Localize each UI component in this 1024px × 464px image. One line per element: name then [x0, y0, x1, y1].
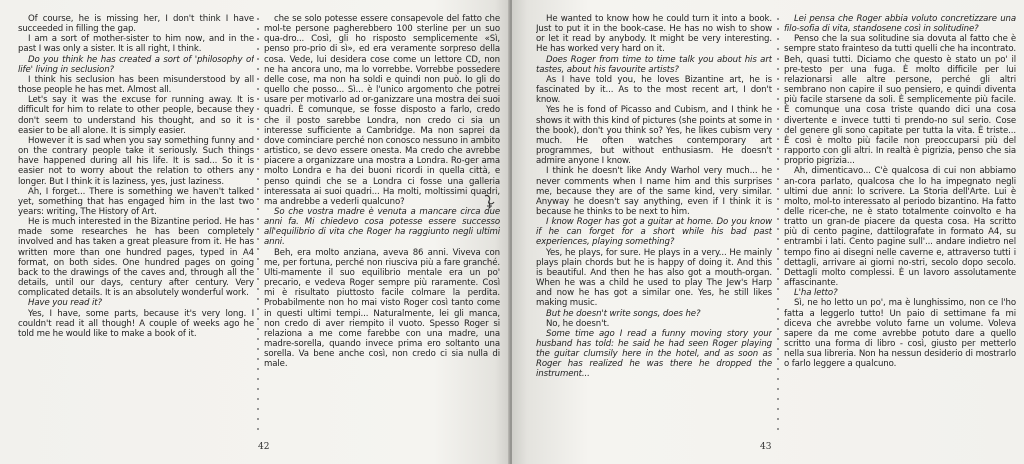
left-english-column: [18, 14, 254, 438]
left-page: [0, 0, 510, 464]
paragraph: Yes he is fond of Picasso and Cubism, and I think he shows it with this kind of pictures (she points at some in the book), don't you think so? Yes, he likes cubism very much. He often watches contemporary art programmes, but without enthusiasm. He doesn't admire anyone I know.: [536, 105, 772, 167]
paragraph: Beh, era molto anziana, aveva 86 anni. Viveva con me, per fortuna, perché non riusciva più a fare granché. Ulti-mamente il suo equilibrio mentale era un po' precario, e vedeva Roger sempre più raramente. Così mi è risultato piuttosto facile colmare la perdita. Probabilmente non ho mai visto Roger così tanto come in questi ultimi tempi... Naturalmente, lei gli manca, non credo di aver riempito il vuoto. Spesso Roger si relaziona a me come farebbe con una madre, una madre-sorella, quando invece prima ero soltanto una sorella. Va bene anche così, non credo ci sia nulla di male.: [264, 247, 500, 370]
column-separator: [777, 14, 779, 434]
interview-question: So che vostra madre è venuta a mancare circa due anni fa. Mi chiedevo cosa potesse essere successo all'equilibrio di vita che Roger ha raggiunto negli ultimi anni.: [264, 206, 500, 248]
paragraph: He wanted to know how he could turn it into a book. Just to put it in the book-case. He has no wish to show or let it read by anybody. It might be very interesting. He has worked very hard on it.: [536, 14, 772, 55]
right-italian-column: [784, 14, 1016, 438]
interview-question: I know Roger has got a guitar at home. Do you know if he can forget for a short while his bad past experiences, playing something?: [536, 217, 772, 248]
paragraph: Of course, he is missing her, I don't think I have succeeded in filling the gap.: [18, 14, 254, 35]
interview-question: But he doesn't write songs, does he?: [546, 308, 701, 319]
paragraph: I am a sort of mother-sister to him now, and in the past I was only a sister. It is all right, I think.: [18, 34, 254, 55]
paragraph: Penso che la sua solitudine sia dovuta al fatto che è sempre stato frainteso da tutti quelli che ha incontrato. Beh, quasi tutti. Diciamo che questo è stato un po' il pre-testo per una fuga. È molto difficile per lui relazionarsi alle altre persone, perché gli altri sembrano non capire il suo pensiero, e quindi diventa più facile starsene da soli. È semplicemente più facile. È comunque una cosa triste quando dici una cosa divertente e invece tutti ti prendo-no sul serio. Cose del genere gli sono capitate per tutta la vita. È triste... È così è molto più facile non preoccuparsi più del rapporto con gli altri. In realtà è pigrizia, penso che sia proprio pigrizia...: [784, 34, 1016, 167]
paragraph: che se solo potesse essere consapevole del fatto che mol-te persone pagherebbero 100 sterline per un suo qua-dro... Così, gli ho risposto semplicemente «Sì, penso pro-prio di sì», ed era veramente sorpreso della cosa. Vede, lui desidera cose come un lettore CD, non ne ha ancora uno, ma lo vorrebbe. Vorrebbe possedere delle cose, ma non ha soldi e quindi non può. Io gli do quello che posso... Sì... è l'unico argomento che potrei usare per motivarlo ad or-ganizzare una mostra dei suoi quadri. È comunque, se fosse disposto a farlo, credo che il posto sarebbe Londra, non credo ci sia un interesse sufficiente a Cambridge. Ma non saprei da dove cominciare perché non conosco nessuno in ambito artistico, se devo essere onesta. Ma credo che avrebbe piacere a organizzare una mostra a Londra. Ro-ger ama molto Londra e ha dei buoni ricordi in quella città, e penso quindi che se a Londra ci fosse una galleria interessata ai suoi quadri... Ha molti, moltissimi quadri, ma andrebbe a vederli qualcuno?: [264, 14, 500, 207]
paragraph: Ah, dimenticavo... C'è qualcosa di cui non abbiamo an-cora parlato, qualcosa che lo ha impegnato negli ultimi due anni: lo scrivere. La Storia dell'Arte. Lui è molto, mol-to interessato al periodo bizantino. Ha fatto delle ricer-che, ne è stato totalmente coinvolto e ha tratto un gran-de piacere da questa cosa. Ha scritto più di cento pagine, dattilografate in formato A4, su entrambi i lati. Cento pagine sull'... andare indietro nel tempo fino ai disegni nelle caverne e, attraverso tutti i dettagli, arrivare ai giorni no-stri, secolo dopo secolo. Dettagli molto complessi. È un lavoro assolutamente affascinante.: [784, 166, 1016, 289]
right-page: [512, 0, 1024, 464]
interview-question: L'ha letto?: [794, 288, 838, 299]
right-english-column: [536, 14, 772, 438]
left-italian-column: [264, 14, 500, 438]
page-number-left: 42: [258, 442, 270, 452]
pen-mark-annotation: [482, 192, 498, 210]
paragraph: I think he doesn't like Andy Warhol very much... he never comments when I name him and this surprises me, because they are of the same kind, very similar. Anyway he doesn't say anything, even if I think it is because he thinks to be next to him.: [536, 166, 772, 217]
interview-question: Have you read it?: [28, 298, 102, 309]
paragraph: Yes, I have, some parts, because it's very long. I couldn't read it all though! A couple of weeks ago he told me he would like to make a book of it.: [18, 308, 254, 339]
paragraph: Yes, he plays, for sure. He plays in a very... He mainly plays plain chords but he is happy of doing it. And this is beautiful. And then he has also got a mouth-organ. When he was a child he used to play The Jew's Harp and now he has got a similar one. Yes, he still likes making music.: [536, 247, 772, 309]
interview-question: Lei pensa che Roger abbia voluto concretizzare una filo-sofia di vita, standosene così in solitudine?: [784, 14, 1016, 35]
interview-question: Some time ago I read a funny moving story your husband has told: he said he had seen Roger playing the guitar clumsily here in the hotel, and as soon as Roger has realized he was there he dropped the instrument...: [536, 328, 772, 380]
paragraph: He is much interested in the Bizantine period. He has made some researches he has been completely involved and has taken a great pleasure from it. He has written more than one hundred pages, typed in A4 format, on both sides. One hundred pages on going back to the drawings of the caves and, through all the details, until our days, century after century. Very complicated details. It is an absolutely wonderful work.: [18, 217, 254, 299]
paragraph: However it is sad when you say something funny and on the contrary people take it seriously. Such things have happened during all his life. It is sad... So it is easier not to worry about the relation to others any longer. But I think it is laziness, yes, just laziness.: [18, 135, 254, 187]
interview-question: Does Roger from time to time talk you about his art tastes, about his favourite artists?: [536, 54, 772, 75]
paragraph: I think his seclusion has been misunderstood by all those people he has met. Almost all.: [18, 74, 254, 96]
column-separator: [257, 14, 259, 434]
paragraph: As I have told you, he loves Bizantine art, he is fascinated by it... As to the most recent art, I don't know.: [536, 74, 772, 106]
paragraph: Sì, ne ho letto un po', ma è lunghissimo, non ce l'ho fatta a leggerlo tutto! Un paio di settimane fa mi diceva che avrebbe voluto farne un volume. Voleva sapere da me come avrebbe potuto dare a quello scritto una forma di libro - così, giusto per metterlo nella sua libreria. Non ha nessun desiderio di mostrarlo o farlo leggere a qualcuno.: [784, 298, 1016, 370]
interview-question: Do you think he has created a sort of 'philosophy of life' living in seclusion?: [18, 54, 254, 75]
page-number-right: 43: [760, 442, 772, 452]
paragraph: Ah, I forget... There is something we haven't talked yet, something that has engaged him in the last two years: writing, The History of Art.: [18, 186, 254, 217]
paragraph: No, he doesn't.: [546, 318, 610, 329]
paragraph: Let's say it was the excuse for running away. It is difficult for him to relate to other people, because they don't seem to understand his thought, and so it is easier to be all alone. It is simply easier.: [18, 95, 254, 136]
